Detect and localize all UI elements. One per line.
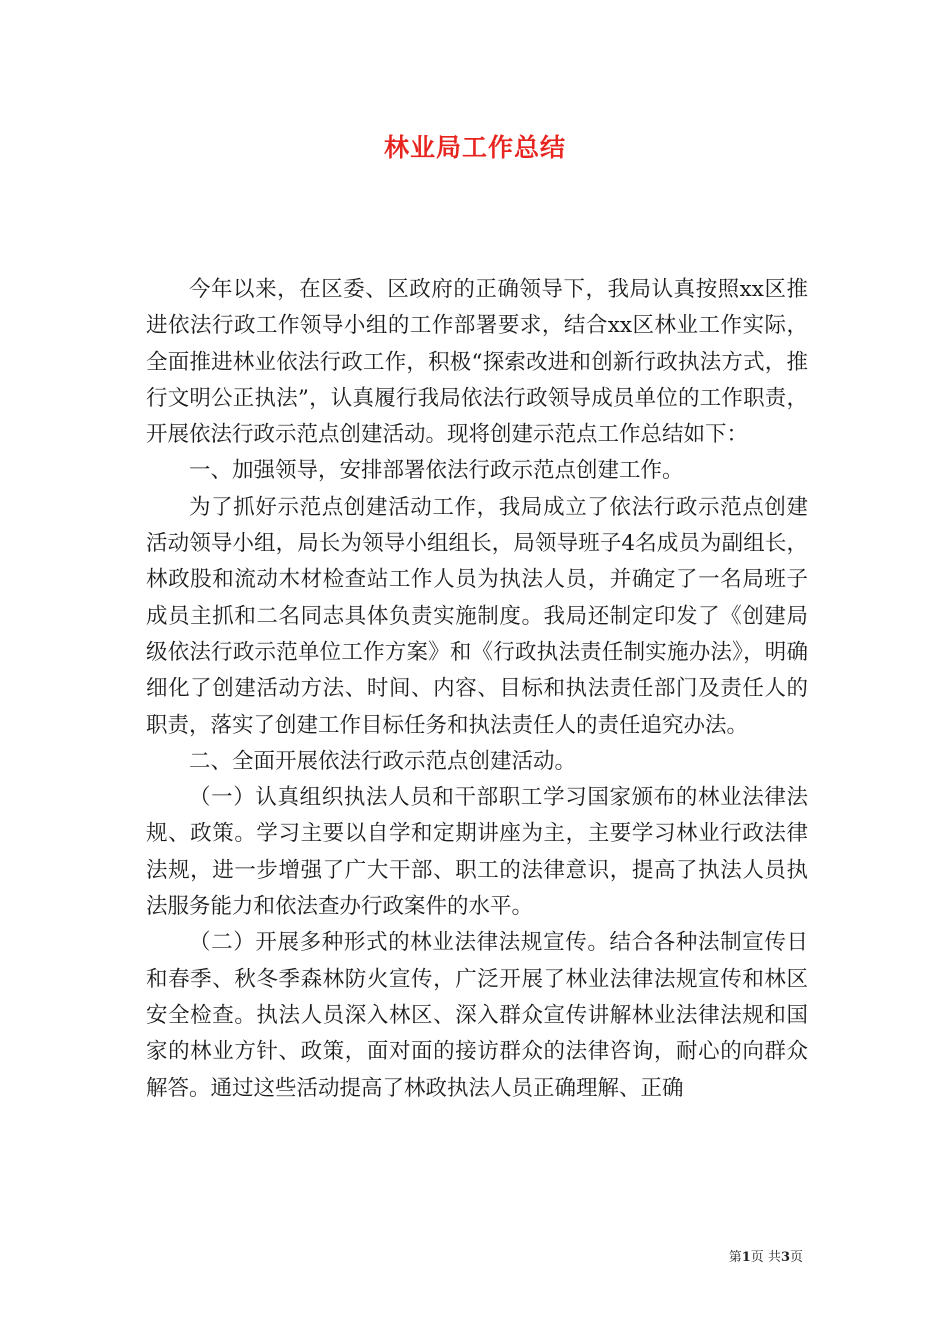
paragraph-subsection-2: （二）开展多种形式的林业法律法规宣传。结合各种法制宣传日和春季、秋冬季森林防火宣传，广泛开展了林业法律法规宣传和林区安全检查。执法人员深入林区、深入群众宣传讲解林业法律法规和国家的林业方针、政策，面对面的接访群众的法律咨询，耐心的向群众解答。通过这些活动提高了林政执法人员正确理解、正确 bbox=[146, 930, 808, 1101]
footer-suffix: 页 bbox=[789, 1250, 803, 1265]
paragraph-intro: 今年以来，在区委、区政府的正确领导下，我局认真按照xx区推进依法行政工作领导小组的工作部署要求，结合xx区林业工作实际，全面推进林业依法行政工作，积极“探索改进和创新行政执法方式，推行文明公正执法”，认真履行我局依法行政领导成员单位的工作职责，开展依法行政示范点创建活动。现将创建示范点工作总结如下： bbox=[146, 277, 808, 448]
footer-middle: 页 共 bbox=[750, 1250, 781, 1265]
footer-current-page: 1 bbox=[741, 1250, 751, 1265]
page-number-footer bbox=[729, 1246, 803, 1265]
paragraph-section-1: 为了抓好示范点创建活动工作，我局成立了依法行政示范点创建活动领导小组，局长为领导小组组长，局领导班子4名成员为副组长，林政股和流动木材检查站工作人员为执法人员，并确定了一名局班子成员主抓和二名同志具体负责实施制度。我局还制定印发了《创建局级依法行政示范单位工作方案》和《行政执法责任制实施办法》，明确细化了创建活动方法、时间、内容、目标和执法责任部门及责任人的职责，落实了创建工作目标任务和执法责任人的责任追究办法。 bbox=[146, 494, 808, 738]
footer-total-pages: 3 bbox=[780, 1250, 790, 1265]
footer-prefix: 第 bbox=[728, 1250, 742, 1265]
document-body bbox=[146, 272, 808, 1107]
section-heading-2: 二、全面开展依法行政示范点创建活动。 bbox=[189, 748, 577, 774]
section-heading-1: 一、加强领导，安排部署依法行政示范点创建工作。 bbox=[189, 458, 684, 484]
paragraph-subsection-1: （一）认真组织执法人员和干部职工学习国家颁布的林业法律法规、政策。学习主要以自学和定期讲座为主，主要学习林业行政法律法规，进一步增强了广大干部、职工的法律意识，提高了执法人员执法服务能力和依法查办行政案件的水平。 bbox=[146, 785, 808, 920]
document-title: 林业局工作总结 bbox=[383, 133, 566, 162]
